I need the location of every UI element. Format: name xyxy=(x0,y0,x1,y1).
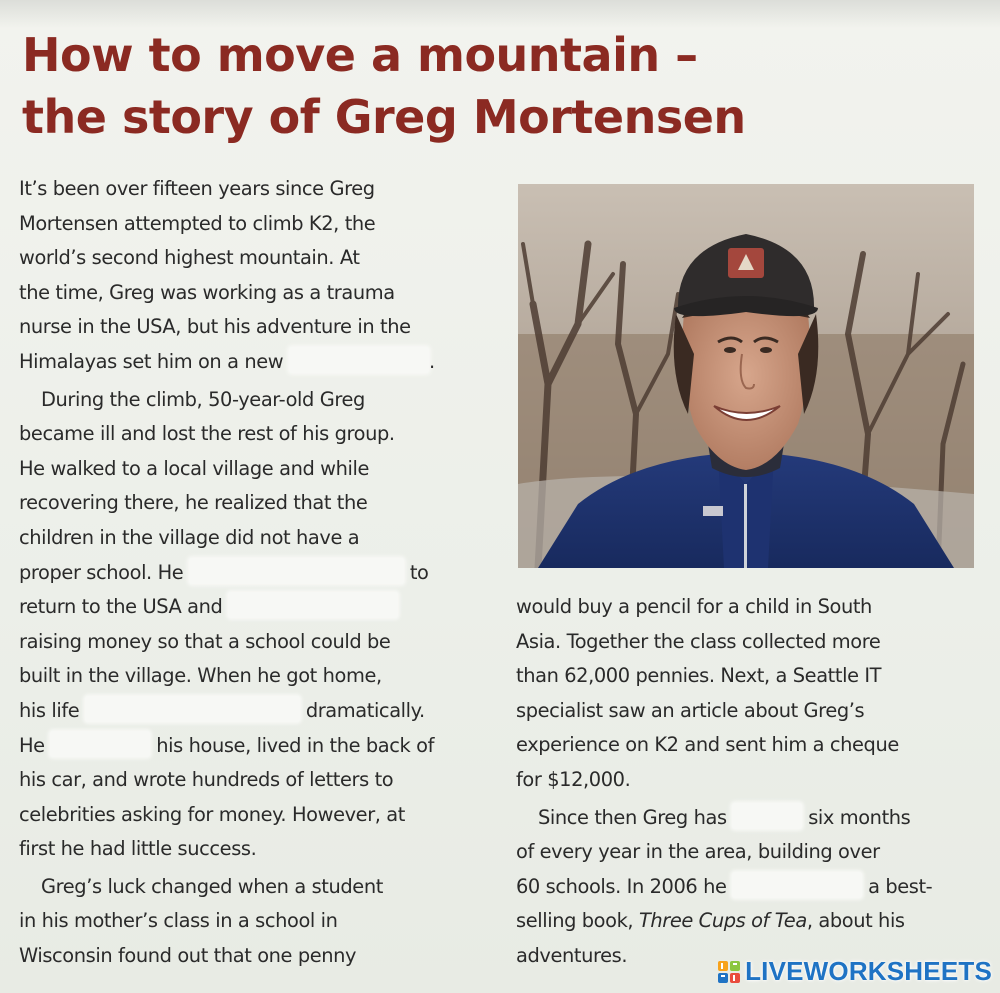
liveworksheets-logo[interactable] xyxy=(717,956,992,987)
text-line-with-blank xyxy=(19,556,509,591)
book-title: Three Cups of Tea xyxy=(638,909,807,933)
text-fragment: , about his xyxy=(806,909,905,933)
text-line: experience on K2 and sent him a cheque xyxy=(516,733,899,757)
text-line: During the climb, 50-year-old Greg xyxy=(41,387,365,411)
answer-blank-7[interactable] xyxy=(732,872,862,898)
answer-blank-2[interactable] xyxy=(189,558,404,584)
text-line: for $12,000. xyxy=(516,767,631,791)
text-line-with-blank xyxy=(516,870,986,905)
text-line: world’s second highest mountain. At xyxy=(19,246,360,270)
photo-illustration xyxy=(518,184,974,568)
text-line: nurse in the USA, but his adventure in the xyxy=(19,315,411,339)
answer-blank-6[interactable] xyxy=(732,803,802,829)
text-line: Wisconsin found out that one penny xyxy=(19,944,357,968)
text-line: than 62,000 pennies. Next, a Seattle IT xyxy=(516,664,882,688)
text-line: He walked to a local village and while xyxy=(19,456,369,480)
answer-blank-5[interactable] xyxy=(50,731,150,757)
text-line: in his mother’s class in a school in xyxy=(19,909,338,933)
text-line: of every year in the area, building over xyxy=(516,840,880,864)
article-column-right xyxy=(516,590,986,974)
text-line-with-blank xyxy=(19,694,509,729)
text-fragment: his house, lived in the back of xyxy=(156,733,435,757)
answer-blank-1[interactable] xyxy=(289,347,429,373)
text-fragment: Himalayas set him on a new xyxy=(19,349,284,373)
text-line: specialist saw an article about Greg’s xyxy=(516,698,865,722)
text-line-with-blank xyxy=(516,801,986,836)
text-fragment: to xyxy=(409,560,429,584)
text-fragment: a best- xyxy=(868,874,933,898)
text-fragment: . xyxy=(428,349,435,373)
text-line: adventures. xyxy=(516,943,628,967)
title-line-1: How to move a mountain – xyxy=(22,28,698,82)
text-line: Asia. Together the class collected more xyxy=(516,629,881,653)
article-title xyxy=(22,24,922,148)
text-line: raising money so that a school could be xyxy=(19,629,391,653)
text-fragment: He xyxy=(19,733,45,757)
text-line xyxy=(516,904,986,939)
text-line: Mortensen attempted to climb K2, the xyxy=(19,211,376,235)
text-fragment: proper school. He xyxy=(19,560,184,584)
text-line: would buy a pencil for a child in South xyxy=(516,595,872,618)
greg-mortensen-photo xyxy=(518,184,974,568)
text-line: his car, and wrote hundreds of letters to xyxy=(19,768,394,792)
liveworksheets-logo-text: LIVEWORKSHEETS xyxy=(745,956,992,986)
liveworksheets-logo-icon xyxy=(717,960,741,984)
text-fragment: his life xyxy=(19,698,80,722)
text-fragment: Since then Greg has xyxy=(538,805,727,829)
title-line-2: the story of Greg Mortensen xyxy=(22,90,746,144)
article-column-left xyxy=(19,172,509,974)
text-line: first he had little success. xyxy=(19,837,257,861)
text-line: built in the village. When he got home, xyxy=(19,664,382,688)
text-line: children in the village did not have a xyxy=(19,525,360,549)
text-line: became ill and lost the rest of his group. xyxy=(19,422,395,446)
text-fragment: six months xyxy=(808,805,911,829)
text-fragment: selling book, xyxy=(516,909,639,933)
answer-blank-3[interactable] xyxy=(228,592,398,618)
text-line-with-blank xyxy=(19,729,509,764)
text-fragment: 60 schools. In 2006 he xyxy=(516,874,727,898)
text-fragment: dramatically. xyxy=(305,698,425,722)
text-line: recovering there, he realized that the xyxy=(19,491,368,515)
answer-blank-4[interactable] xyxy=(85,696,300,722)
text-line-with-blank xyxy=(19,590,509,625)
text-line: the time, Greg was working as a trauma xyxy=(19,280,395,304)
text-line: It’s been over fifteen years since Greg xyxy=(19,177,375,200)
text-line: Greg’s luck changed when a student xyxy=(41,874,383,898)
text-line: celebrities asking for money. However, at xyxy=(19,802,405,826)
text-line-with-blank xyxy=(19,345,509,380)
text-fragment: return to the USA and xyxy=(19,595,223,619)
